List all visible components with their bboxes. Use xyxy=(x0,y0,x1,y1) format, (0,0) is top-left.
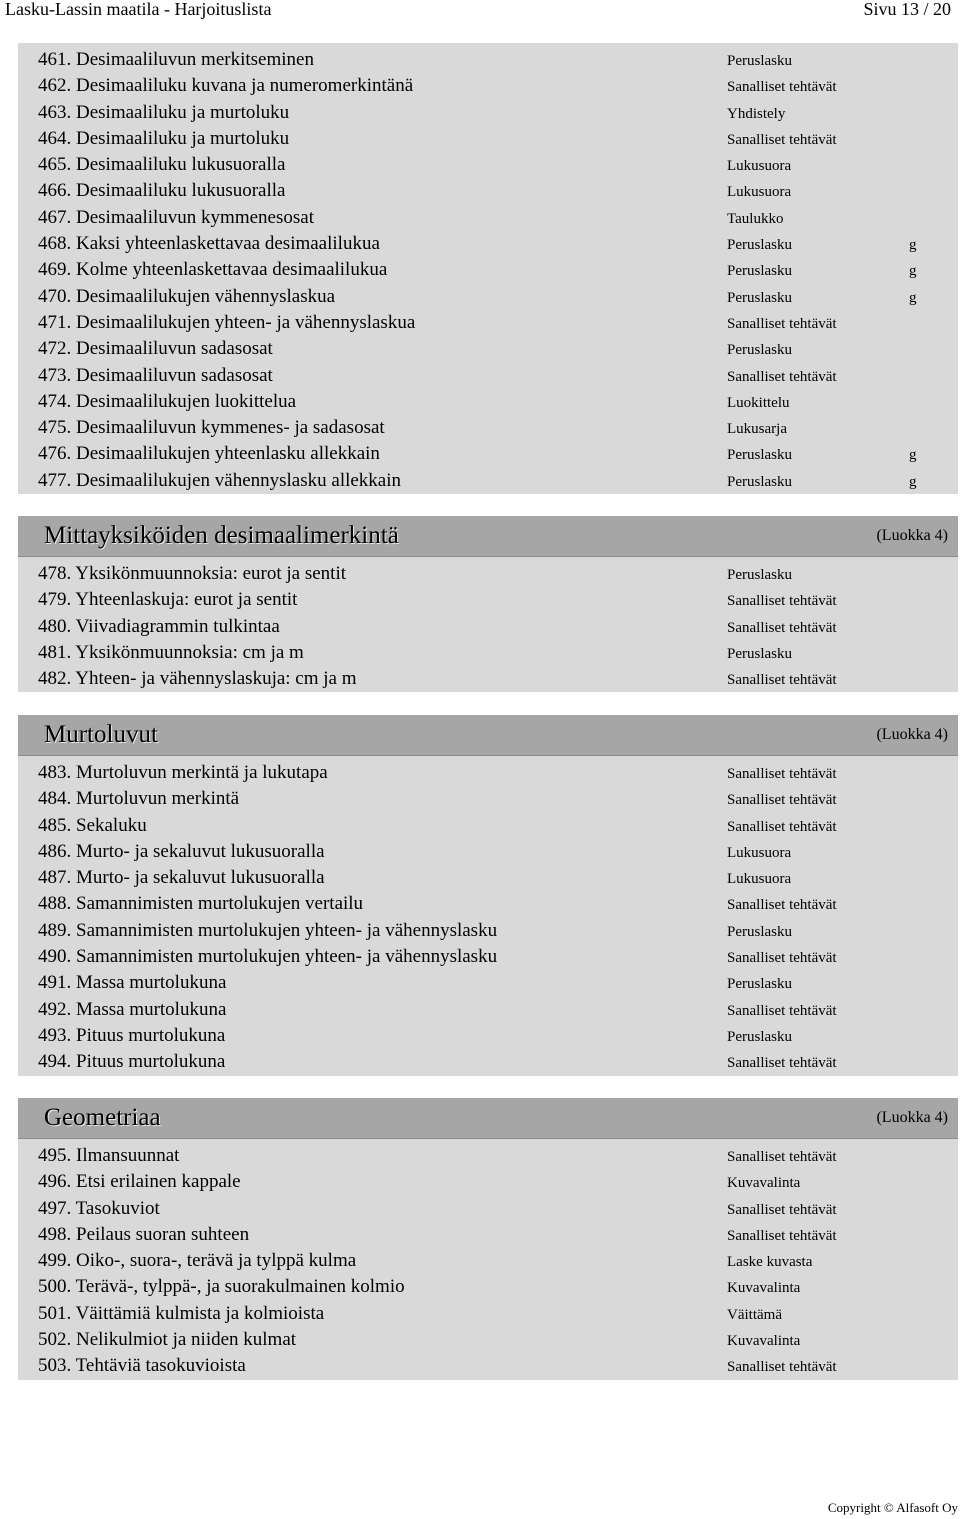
exercise-type: Sanalliset tehtävät xyxy=(727,593,837,610)
exercise-row[interactable] xyxy=(18,839,958,865)
exercise-row[interactable] xyxy=(18,997,958,1023)
exercise-type: Peruslasku xyxy=(727,289,792,306)
grade-label: (Luokka 4) xyxy=(876,527,948,544)
document-title: Lasku-Lassin maatila - Harjoituslista xyxy=(5,0,272,19)
exercise-type: Peruslasku xyxy=(727,645,792,662)
exercise-type: Sanalliset tehtävät xyxy=(727,1201,837,1218)
exercise-title[interactable]: 485. Sekaluku xyxy=(38,814,147,836)
exercise-mark: g xyxy=(909,263,917,280)
exercise-row[interactable] xyxy=(18,760,958,786)
exercise-row[interactable] xyxy=(18,587,958,613)
exercise-type: Peruslasku xyxy=(727,342,792,359)
exercise-type: Sanalliset tehtävät xyxy=(727,766,837,782)
exercise-row[interactable] xyxy=(18,614,958,640)
exercise-type: Peruslasku xyxy=(727,1028,792,1045)
exercise-type: Kuvavalinta xyxy=(727,1175,801,1192)
exercise-row[interactable] xyxy=(18,205,958,231)
exercise-title[interactable]: 501. Väittämiä kulmista ja kolmioista xyxy=(38,1302,325,1324)
exercise-title[interactable]: 464. Desimaaliluku ja murtoluku xyxy=(38,127,290,149)
exercise-type: Sanalliset tehtävät xyxy=(727,897,837,914)
exercise-type: Sanalliset tehtävät xyxy=(727,792,837,809)
exercise-title[interactable]: 467. Desimaaliluvun kymmenesosat xyxy=(38,206,314,228)
exercise-row[interactable] xyxy=(18,786,958,812)
exercise-row[interactable] xyxy=(18,640,958,666)
section-header xyxy=(18,1098,958,1139)
exercise-title[interactable]: 493. Pituus murtolukuna xyxy=(38,1024,226,1046)
exercise-type: Peruslasku xyxy=(727,53,792,69)
section-geometry xyxy=(18,1098,958,1380)
exercise-row[interactable] xyxy=(18,1023,958,1049)
exercise-row[interactable] xyxy=(18,441,958,467)
exercise-title[interactable]: 468. Kaksi yhteenlaskettavaa desimaalilukua xyxy=(38,233,380,255)
exercise-title[interactable]: 491. Massa murtolukuna xyxy=(38,972,227,994)
exercise-title[interactable]: 470. Desimaalilukujen vähennyslaskua xyxy=(38,285,336,307)
exercise-row[interactable] xyxy=(18,1301,958,1327)
exercise-title[interactable]: 488. Samannimisten murtolukujen vertailu xyxy=(38,893,364,915)
section-decimals-continued xyxy=(18,43,958,494)
exercise-title[interactable]: 466. Desimaaliluku lukusuoralla xyxy=(38,180,286,202)
exercise-row[interactable] xyxy=(18,100,958,126)
exercise-title[interactable]: 487. Murto- ja sekaluvut lukusuoralla xyxy=(38,867,325,889)
exercise-row[interactable] xyxy=(18,813,958,839)
exercise-type: Peruslasku xyxy=(727,263,792,280)
exercise-row[interactable] xyxy=(18,891,958,917)
exercise-type: Sanalliset tehtävät xyxy=(727,315,837,332)
exercise-row[interactable] xyxy=(18,666,958,692)
exercise-type: Peruslasku xyxy=(727,976,792,993)
exercise-row[interactable] xyxy=(18,336,958,362)
exercise-row[interactable] xyxy=(18,970,958,996)
exercise-title[interactable]: 490. Samannimisten murtolukujen yhteen- ja vähennyslasku xyxy=(38,946,498,968)
exercise-type: Sanalliset tehtävät xyxy=(727,1055,837,1072)
page-number: Sivu 13 / 20 xyxy=(863,0,951,19)
exercise-title[interactable]: 498. Peilaus suoran suhteen xyxy=(38,1223,250,1245)
exercise-title[interactable]: 492. Massa murtolukuna xyxy=(38,998,227,1020)
exercise-type: Laske kuvasta xyxy=(727,1254,813,1271)
exercise-type: Sanalliset tehtävät xyxy=(727,368,837,385)
exercise-type: Lukusuora xyxy=(727,158,792,175)
exercise-row[interactable] xyxy=(18,1248,958,1274)
exercise-type: Taulukko xyxy=(727,210,784,227)
exercise-title[interactable]: 477. Desimaalilukujen vähennyslasku allekkain xyxy=(38,469,402,491)
exercise-row[interactable] xyxy=(18,1196,958,1222)
grade-label: (Luokka 4) xyxy=(876,726,948,743)
exercise-row[interactable] xyxy=(18,1327,958,1353)
section-title: Mittayksiköiden desimaalimerkintä xyxy=(44,522,399,549)
exercise-list xyxy=(18,43,958,494)
exercise-title[interactable]: 495. Ilmansuunnat xyxy=(38,1145,180,1166)
exercise-row[interactable] xyxy=(18,178,958,204)
exercise-row[interactable] xyxy=(18,1143,958,1169)
exercise-type: Sanalliset tehtävät xyxy=(727,1002,837,1019)
exercise-title[interactable]: 479. Yhteenlaskuja: eurot ja sentit xyxy=(38,589,298,611)
exercise-title[interactable]: 486. Murto- ja sekaluvut lukusuoralla xyxy=(38,840,325,862)
exercise-type: Kuvavalinta xyxy=(727,1280,801,1297)
exercise-type: Sanalliset tehtävät xyxy=(727,1227,837,1244)
exercise-row[interactable] xyxy=(18,944,958,970)
exercise-row[interactable] xyxy=(18,363,958,389)
exercise-row[interactable] xyxy=(18,152,958,178)
exercise-type: Luokittelu xyxy=(727,394,790,411)
exercise-title[interactable]: 463. Desimaaliluku ja murtoluku xyxy=(38,101,290,123)
exercise-list xyxy=(18,1139,958,1380)
exercise-title[interactable]: 480. Viivadiagrammin tulkintaa xyxy=(38,615,280,637)
exercise-type: Peruslasku xyxy=(727,237,792,254)
exercise-title[interactable]: 462. Desimaaliluku kuvana ja numeromerkintänä xyxy=(38,75,414,97)
exercise-row[interactable] xyxy=(18,1169,958,1195)
exercise-type: Väittämä xyxy=(727,1306,782,1323)
exercise-mark: g xyxy=(909,289,917,306)
exercise-type: Lukusuora xyxy=(727,184,792,201)
exercise-type: Kuvavalinta xyxy=(727,1333,801,1350)
exercise-title[interactable]: 489. Samannimisten murtolukujen yhteen- ja vähennyslasku xyxy=(38,919,498,941)
exercise-type: Sanalliset tehtävät xyxy=(727,131,837,148)
exercise-type: Lukusuora xyxy=(727,844,792,861)
exercise-type: Sanalliset tehtävät xyxy=(727,1359,837,1376)
exercise-title[interactable]: 465. Desimaaliluku lukusuoralla xyxy=(38,154,286,176)
exercise-title[interactable]: 469. Kolme yhteenlaskettavaa desimaalilukua xyxy=(38,259,388,281)
exercise-row[interactable] xyxy=(18,1353,958,1379)
exercise-list xyxy=(18,557,958,692)
exercise-title[interactable]: 483. Murtoluvun merkintä ja lukutapa xyxy=(38,762,328,783)
exercise-row[interactable] xyxy=(18,126,958,152)
exercise-title[interactable]: 481. Yksikönmuunnoksia: cm ja m xyxy=(38,641,304,663)
exercise-type: Sanalliset tehtävät xyxy=(727,79,837,96)
exercise-title[interactable]: 474. Desimaalilukujen luokittelua xyxy=(38,390,297,412)
exercise-mark: g xyxy=(909,447,917,464)
exercise-title[interactable]: 503. Tehtäviä tasokuvioista xyxy=(38,1355,246,1377)
exercise-type: Sanalliset tehtävät xyxy=(727,619,837,636)
section-title: Geometriaa xyxy=(44,1104,161,1131)
exercise-title[interactable]: 471. Desimaalilukujen yhteen- ja vähennyslaskua xyxy=(38,311,416,333)
exercise-title[interactable]: 461. Desimaaliluvun merkitseminen xyxy=(38,49,314,70)
exercise-row[interactable] xyxy=(18,310,958,336)
exercise-title[interactable]: 475. Desimaaliluvun kymmenes- ja sadasosat xyxy=(38,417,385,439)
exercise-type: Sanalliset tehtävät xyxy=(727,672,837,689)
exercise-type: Peruslasku xyxy=(727,447,792,464)
exercise-type: Peruslasku xyxy=(727,473,792,490)
exercise-title[interactable]: 500. Terävä-, tylppä-, ja suorakulmainen kolmio xyxy=(38,1276,405,1298)
exercise-row[interactable] xyxy=(18,257,958,283)
section-header xyxy=(18,715,958,756)
section-header xyxy=(18,516,958,557)
section-unit-decimals xyxy=(18,516,958,692)
exercise-row[interactable] xyxy=(18,468,958,494)
exercise-type: Yhdistely xyxy=(727,105,786,122)
exercise-title[interactable]: 494. Pituus murtolukuna xyxy=(38,1051,226,1073)
exercise-title[interactable]: 484. Murtoluvun merkintä xyxy=(38,788,240,810)
exercise-row[interactable] xyxy=(18,561,958,587)
exercise-row[interactable] xyxy=(18,389,958,415)
exercise-type: Peruslasku xyxy=(727,567,792,583)
exercise-row[interactable] xyxy=(18,1049,958,1075)
exercise-type: Sanalliset tehtävät xyxy=(727,818,837,835)
exercise-row[interactable] xyxy=(18,1222,958,1248)
exercise-title[interactable]: 478. Yksikönmuunnoksia: eurot ja sentit xyxy=(38,563,347,584)
grade-label: (Luokka 4) xyxy=(876,1109,948,1126)
page-header xyxy=(0,0,960,22)
exercise-title[interactable]: 497. Tasokuviot xyxy=(38,1197,160,1219)
copyright-footer: Copyright © Alfasoft Oy xyxy=(827,1500,958,1515)
section-title: Murtoluvut xyxy=(44,721,158,748)
exercise-row[interactable] xyxy=(18,865,958,891)
exercise-mark: g xyxy=(909,237,917,254)
exercise-list xyxy=(18,756,958,1076)
exercise-type: Lukusarja xyxy=(727,421,787,438)
exercise-row[interactable] xyxy=(18,415,958,441)
exercise-row[interactable] xyxy=(18,1274,958,1300)
exercise-title[interactable]: 473. Desimaaliluvun sadasosat xyxy=(38,364,273,386)
exercise-row[interactable] xyxy=(18,231,958,257)
section-fractions xyxy=(18,715,958,1076)
exercise-title[interactable]: 496. Etsi erilainen kappale xyxy=(38,1171,241,1193)
exercise-type: Sanalliset tehtävät xyxy=(727,1149,837,1165)
exercise-type: Peruslasku xyxy=(727,923,792,940)
exercise-title[interactable]: 482. Yhteen- ja vähennyslaskuja: cm ja m xyxy=(38,668,357,690)
exercise-type: Sanalliset tehtävät xyxy=(727,950,837,967)
exercise-type: Lukusuora xyxy=(727,871,792,888)
exercise-row[interactable] xyxy=(18,918,958,944)
exercise-row[interactable] xyxy=(18,73,958,99)
exercise-title[interactable]: 499. Oiko-, suora-, terävä ja tylppä kulma xyxy=(38,1250,357,1272)
exercise-row[interactable] xyxy=(18,47,958,73)
exercise-mark: g xyxy=(909,473,917,490)
exercise-title[interactable]: 502. Nelikulmiot ja niiden kulmat xyxy=(38,1329,297,1351)
exercise-title[interactable]: 472. Desimaaliluvun sadasosat xyxy=(38,338,273,360)
exercise-row[interactable] xyxy=(18,284,958,310)
exercise-title[interactable]: 476. Desimaalilukujen yhteenlasku allekkain xyxy=(38,443,380,465)
